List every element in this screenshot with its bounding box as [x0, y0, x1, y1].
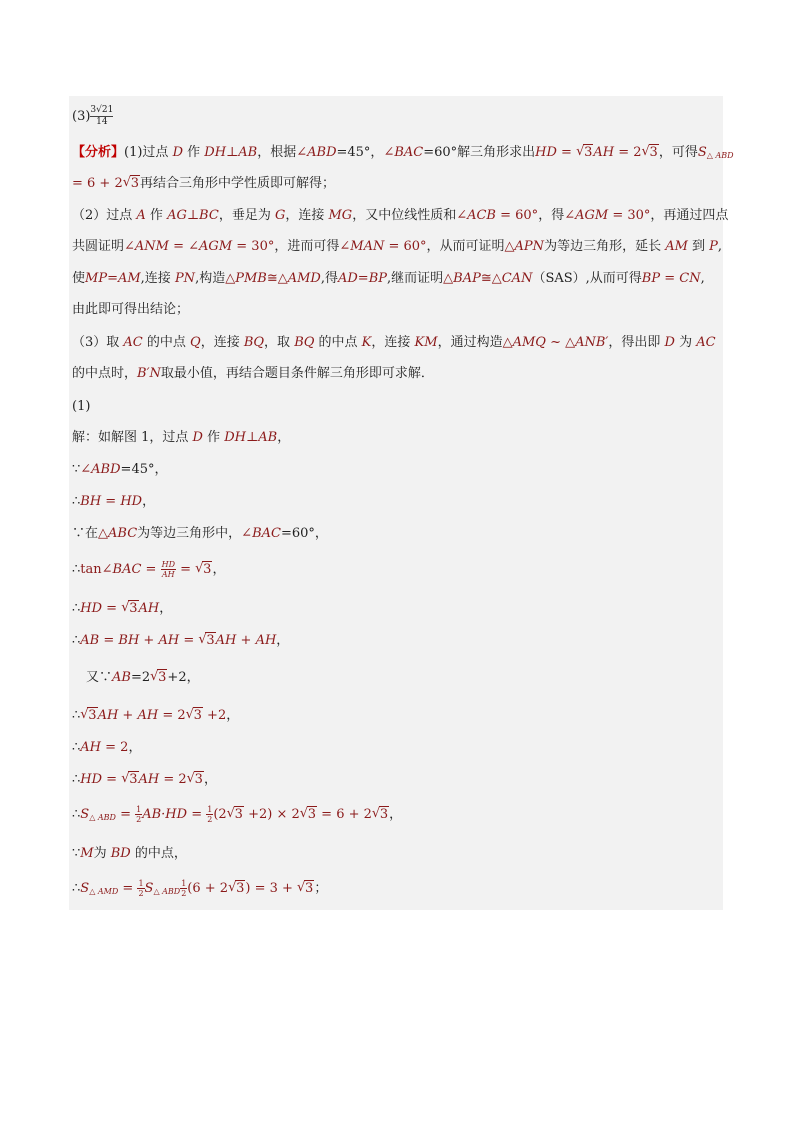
answer-3: [72, 104, 113, 130]
solution-line-11: ∴HD = √ 3AH = 2√ 3，: [72, 767, 217, 793]
solution-line-5: ∴tan∠BAC = $\frac{HD}{AH}$ = √ 3，: [72, 557, 225, 583]
solution-line-2: ∵∠ABD=45°，: [72, 462, 168, 477]
answer-label: (3): [72, 109, 91, 124]
analysis-line-6: 由此即可得出结论；: [72, 302, 190, 317]
solution-line-12: $\therefore S_{\triangle ABD}$ = $\frac{1}{2}$ AB·HD = $\frac{1}{2}$ (2√ 3 +2) × 2√ 3 = 6 + 2√ 3，: [72, 802, 402, 828]
analysis-line-4: 共圆证明∠ANM = ∠AGM = 30°，进而可得∠MAN = 60°，从而可证明△APN为等边三角形，延长 AM 到 P,: [72, 239, 723, 254]
analysis-line-5: 使MP=AM,连接 PN,构造△PMB≅△AMD,得AD=BP,继而证明△BAP≅△CAN（SAS）,从而可得BP = CN,: [72, 271, 705, 286]
solution-line-3: ∴BH = HD，: [72, 494, 156, 509]
analysis-line-7: （3）取 AC 的中点 Q，连接 BQ，取 BQ 的中点 K，连接 KM，通过构造△AMQ ~ △ANB′，得出即 D 为 AC: [72, 335, 716, 350]
solution-line-13: ∵M为 BD 的中点，: [72, 846, 187, 861]
solution-line-8: 又∵AB=2√ 3+2，: [86, 665, 200, 691]
solution-line-6: ∴HD = √ 3AH，: [72, 596, 172, 622]
solution-line-14: $\therefore S_{\triangle AMD}$ = $\frac{1}{2}$ $S_{\triangle ABD}$ $\frac{1}{2}$ (6 + 2√ 3) = 3 + √ 3；: [72, 876, 327, 902]
analysis-line-3: （2）过点 A 作 AG⊥BC，垂足为 G，连接 MG，又中位线性质和∠ACB = 60°，得∠AGM = 30°，再通过四点: [72, 208, 729, 223]
solution-part-label: (1): [72, 399, 91, 414]
analysis-line-2: = 6 + 2√ 3再结合三角形中学性质即可解得；: [72, 171, 335, 197]
analysis-line-8: 的中点时，B′N取最小值，再结合题目条件解三角形即可求解．: [72, 366, 434, 381]
solution-line-7: ∴AB = BH + AH = √ 3AH + AH，: [72, 628, 289, 654]
solution-line-4: ∵在△ABC为等边三角形中，∠BAC=60°，: [72, 526, 328, 541]
solution-line-10: ∴AH = 2，: [72, 740, 142, 755]
solution-line-9: ∴√ 3AH + AH = 2√ 3 +2，: [72, 703, 239, 729]
analysis-line-1: 【分析】(1)过点 D 作 DH⊥AB，根据∠ABD=45°，∠BAC=60°解三角形求出HD = √ 3AH = 2√ 3，可得$S_{\triangle ABD}$: [72, 140, 734, 166]
answer-fraction: $\frac{3√21}{14}$: [90, 105, 114, 127]
solution-line-1: 解：如解图 1，过点 D 作 DH⊥AB，: [72, 430, 291, 445]
analysis-tag: 【分析】: [72, 145, 125, 160]
